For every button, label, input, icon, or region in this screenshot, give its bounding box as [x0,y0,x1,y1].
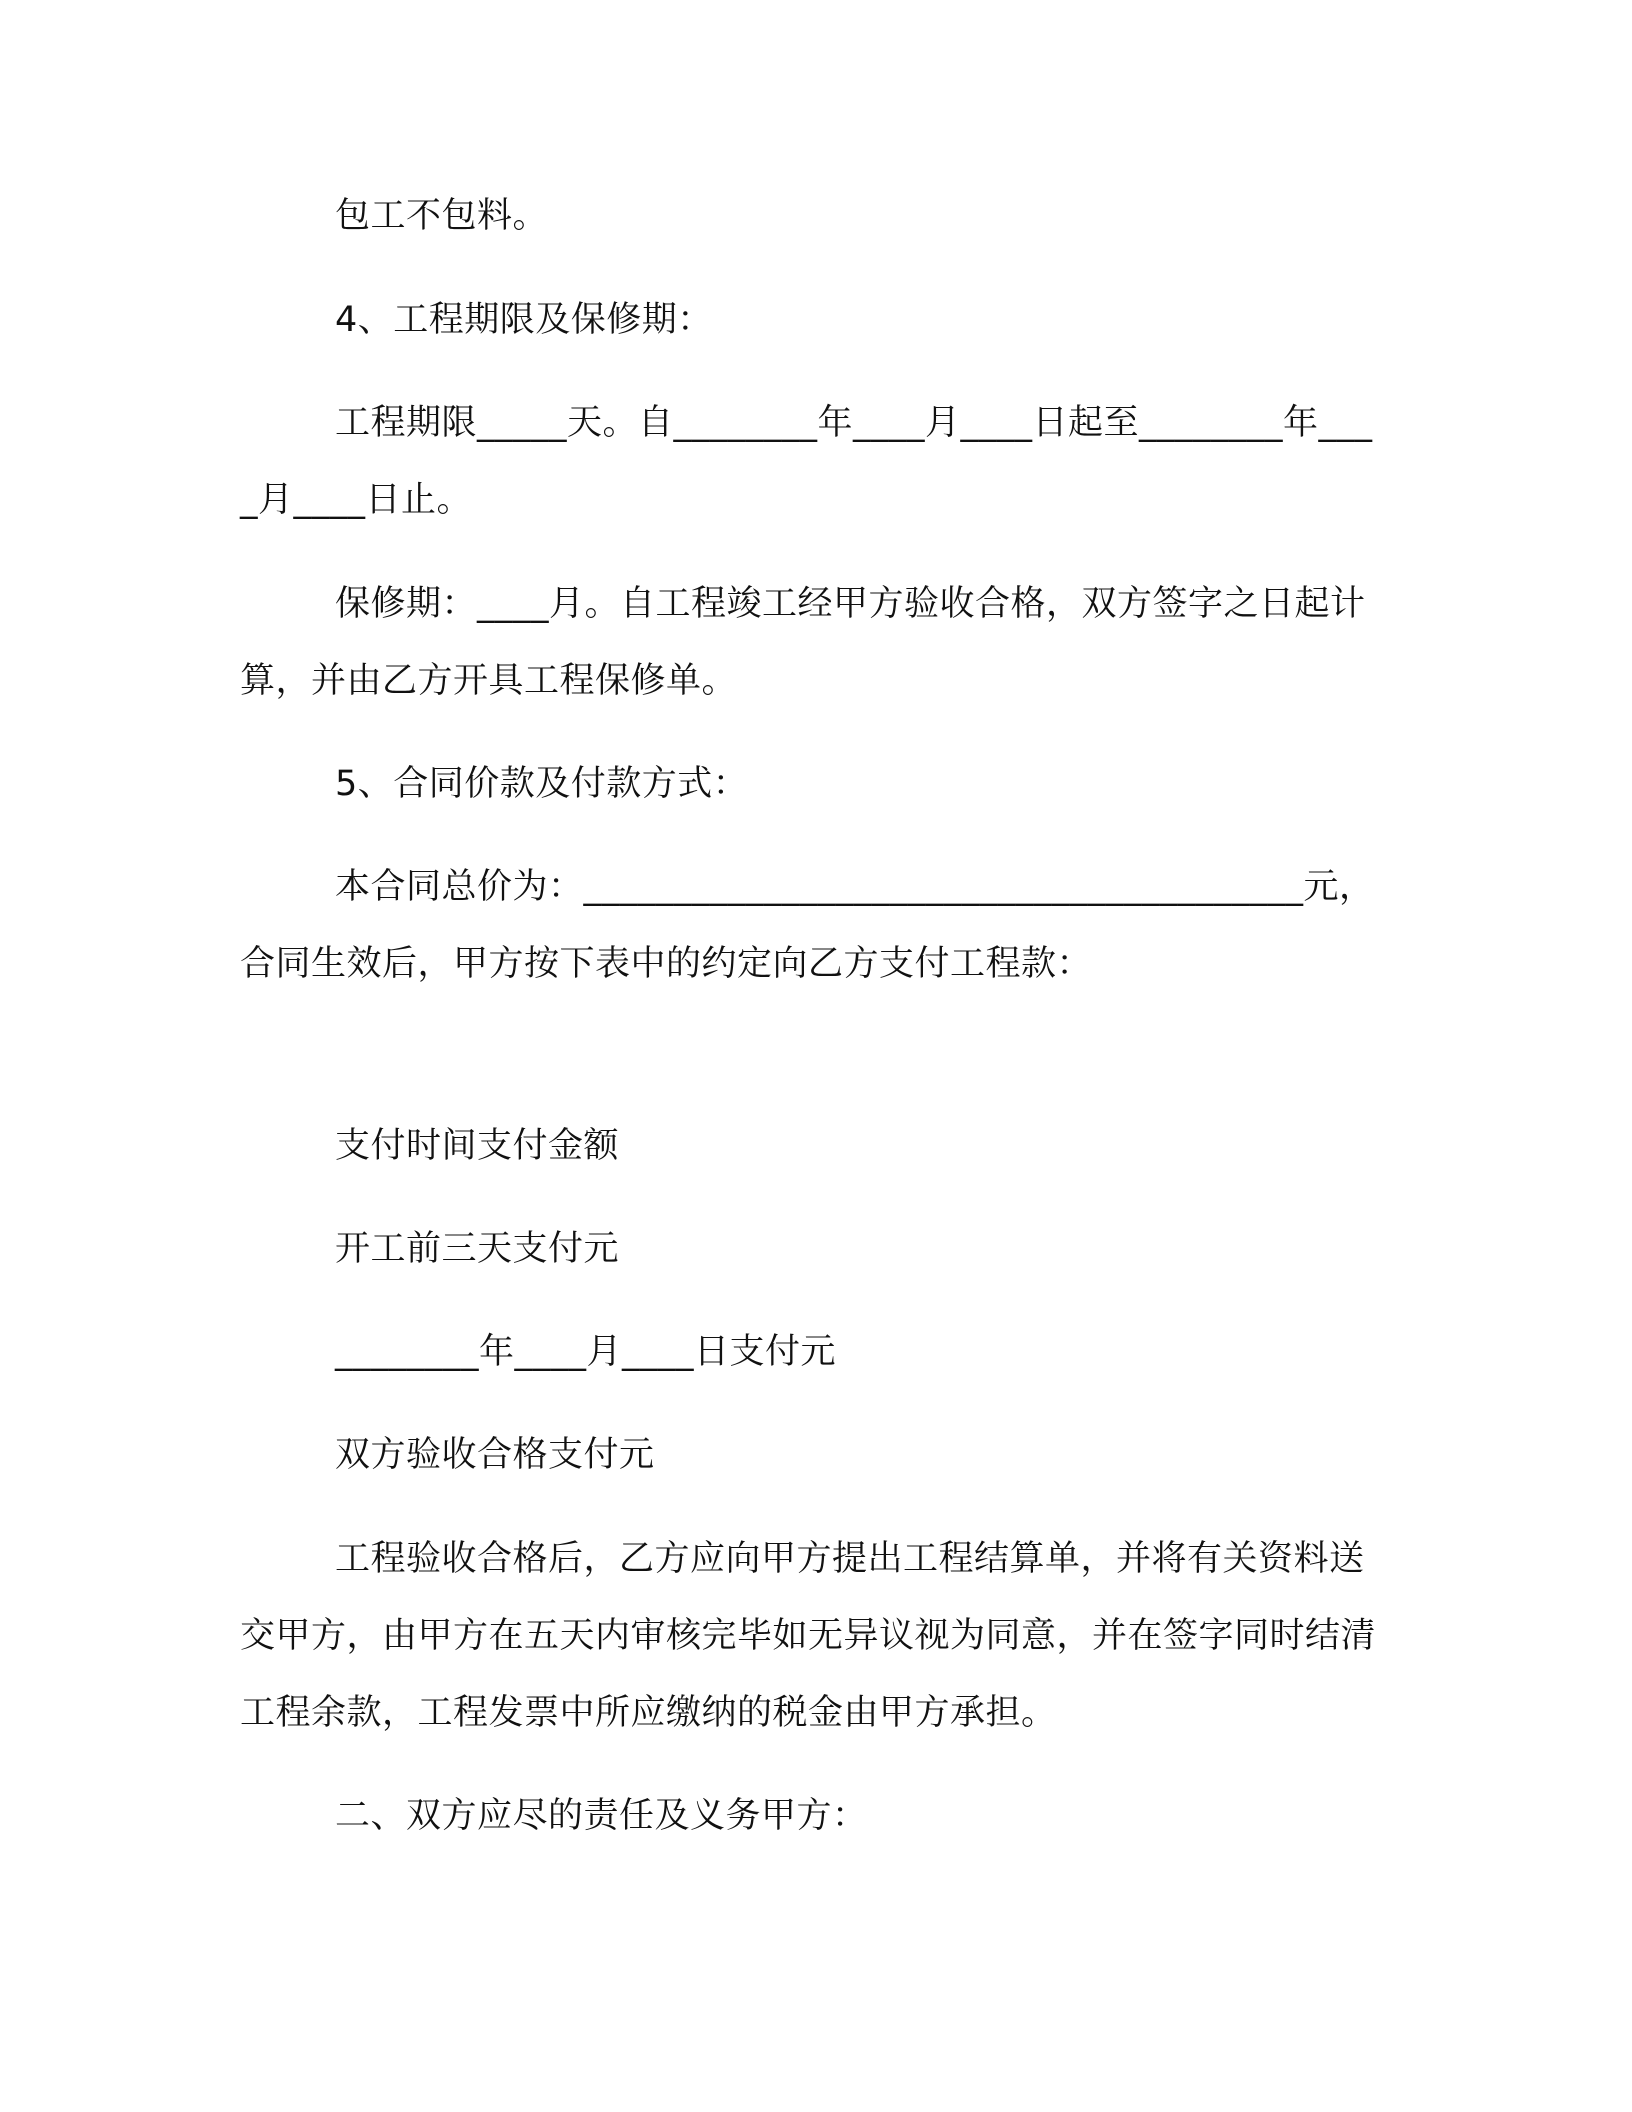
heading-responsibilities: 二、双方应尽的责任及义务甲方： [335,1796,868,1836]
heading-term-warranty: 4、工程期限及保修期： [335,300,713,340]
paragraph-total-price: 本合同总价为：________________________________________元，合同生效后，甲方按下表中的约定向乙方支付工程款： [240,867,1375,984]
payment-row-acceptance: 双方验收合格支付元 [335,1435,655,1475]
paragraph-settlement: 工程验收合格后，乙方应向甲方提出工程结算单，并将有关资料送交甲方，由甲方在五天内审核完毕如无异议视为同意，并在签字同时结清工程余款，工程发票中所应缴纳的税金由甲方承担。 [240,1539,1377,1733]
payment-table-header: 支付时间支付金额 [335,1126,620,1166]
payment-row-before-start: 开工前三天支付元 [335,1229,620,1269]
paragraph-material: 包工不包料。 [335,196,549,236]
heading-price-payment: 5、合同价款及付款方式： [335,764,749,804]
payment-row-date: ________年____月____日支付元 [335,1332,837,1372]
paragraph-term-dates: 工程期限_____天。自________年____月____日起至________年____月____日止。 [240,403,1373,520]
paragraph-warranty: 保修期：____月。自工程竣工经甲方验收合格，双方签字之日起计算，并由乙方开具工程保修单。 [240,584,1366,701]
